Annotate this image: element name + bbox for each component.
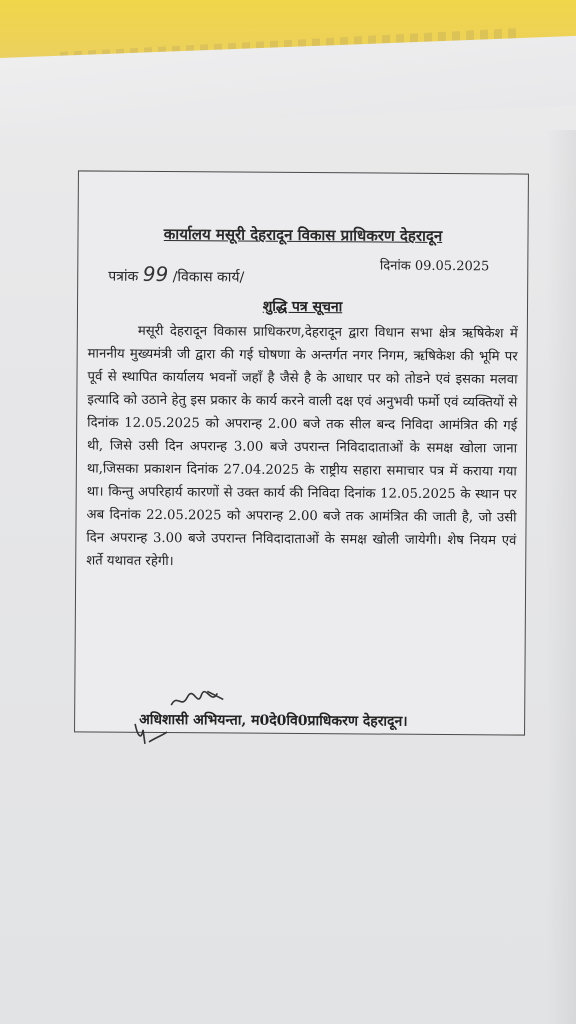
date-value: 09.05.2025 [414,258,490,275]
reference-number [108,262,244,287]
notice-box [74,170,529,735]
initials-icon [131,720,171,748]
ref-prefix: पत्रांक [108,268,139,285]
ref-number: 99 [142,261,169,287]
body-paragraph: मसूरी देहरादून विकास प्राधिकरण,देहरादून द्वारा विधान सभा क्षेत्र ऋषिकेश में माननीय मुख्यमंत्री जी द्वारा की गई घोषणा के अन्तर्गत नगर निगम, ऋषिकेश की भूमि पर पूर्व से स्थापित कार्यालय भवनों जहाँ है जैसे है के आधार पर को तोडने एवं इसका मलवा इत्यादि को उठाने हेतु इस प्रकार के कार्य करने वाली दक्ष एवं अनुभवी फर्मो एवं व्यक्तियों से दिनांक 12.05.2025 को अपरान्ह 2.00 बजे तक सील बन्द निविदा आमंत्रित की गई थी, जिसे उसी दिन अपरान्ह 3.00 बजे उपरान्त निविदादाताओं के समक्ष खोला जाना था,जिसका प्रकाशन दिनांक 27.04.2025 के राष्ट्रीय सहारा समाचार पत्र में कराया गया था। किन्तु अपरिहार्य कारणों से उक्त कार्य की निविदा दिनांक 12.05.2025 के स्थान पर अब दिनांक 22.05.2025 को अपरान्ह 2.00 बजे तक आमंत्रित की जाती है, जो उसी दिन अपरान्ह 3.00 बजे उपरान्त निविदादाताओं के समक्ष खोली जायेगी। शेष नियम एवं शर्ते यथावत रहेगी। [86,323,518,570]
notice-subject: शुद्धि पत्र सूचना [262,298,343,316]
designation: अधिशासी अभियन्ता, म0दे0वि0प्राधिकरण देहरादून। [139,711,408,730]
page-shadow [546,130,576,1024]
notice-body [86,320,518,576]
date-label: दिनांक [379,258,411,274]
issue-date [380,256,490,275]
ref-suffix: /विकास कार्य/ [172,269,245,286]
office-heading: कार्यालय मसूरी देहरादून विकास प्राधिकरण देहरादून [163,225,443,245]
